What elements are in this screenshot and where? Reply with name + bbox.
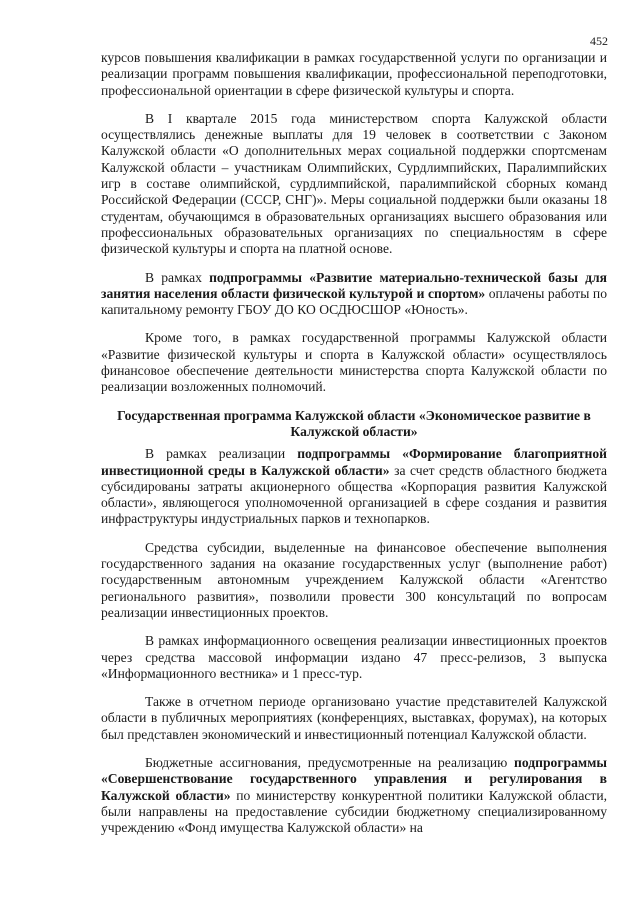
paragraph: В рамках информационного освещения реализации инвестиционных проектов через средства массовой информации издано 47 пресс-релизов, 3 выпуска «Информационного вестника» и 1 пресс-тур. — [101, 633, 607, 681]
paragraph: курсов повышения квалификации в рамках государственной услуги по организации и реализации программ повышения квалификации, профессиональной переподготовки, профессиональной ориентации в сфере физической культуры и спорта. — [101, 50, 607, 98]
paragraph: В I квартале 2015 года министерством спорта Калужской области осуществлялись денежные выплаты для 19 человек в соответствии с Законом Калужской области «О дополнительных мерах социальной поддержки спортсменам Калужской области – участникам Олимпийских, Сурдлимпийских, Паралимпийских игр в составе олимпийской, сурдлимпийской, паралимпийской сборных команд Российской Федерации (СССР, СНГ)». Меры социальной поддержки были оказаны 18 студентам, обучающимся в образовательных организациях высшего образования или профессиональных образовательных организациях по специальностям в сфере физической культуры и спорта на платной основе. — [101, 110, 607, 257]
paragraph-text: Бюджетные ассигнования, предусмотренные на реализацию — [145, 754, 515, 770]
paragraph-text: за счет средств областного бюджета субсидированы затраты акционерного общества «Корпорация развития Калужской области», являющегося уполномоченной организацией в сфере создания и развития инфраструктуры индустриальных парков и технопарков. — [101, 462, 607, 527]
paragraph-text: оплачены работы по капитальному ремонту ГБОУ ДО КО ОСДЮСШОР «Юность». — [101, 285, 607, 318]
paragraph: Кроме того, в рамках государственной программы Калужской области «Развитие физической культуры и спорта в Калужской области» осуществлялось финансовое обеспечение деятельности министерства спорта Калужской области по реализации возложенных полномочий. — [101, 330, 607, 395]
paragraph: Средства субсидии, выделенные на финансовое обеспечение выполнения государственного задания на оказание государственных услуг (выполнение работ) государственным автономным учреждением Калужской области «Агентство регионального развития», позволили провести 300 консультаций по вопросам реализации инвестиционных проектов. — [101, 539, 607, 620]
paragraph — [101, 270, 607, 319]
paragraph-text: В рамках — [145, 269, 210, 285]
subprogram-name: подпрограммы «Развитие материально-технической базы для занятия населения области физической культурой и спортом» — [101, 269, 607, 301]
paragraph-text: по министерству конкурентной политики Калужской области, были направлены на предоставление субсидии бюджетному специализированному учреждению «Фонд имущества Калужской области» на — [101, 787, 607, 836]
document-body — [101, 50, 607, 848]
paragraph — [101, 755, 607, 836]
paragraph: Также в отчетном периоде организовано участие представителей Калужской области в публичных мероприятиях (конференциях, выставках, форумах), на которых был представлен экономический и инвестиционный потенциал Калужской области. — [101, 694, 607, 742]
section-heading: Государственная программа Калужской области «Экономическое развитие в Калужской области» — [117, 407, 591, 439]
page-number: 452 — [590, 34, 608, 48]
paragraph — [101, 446, 607, 527]
subprogram-name: подпрограммы «Формирование благоприятной инвестиционной среды в Калужской области» — [101, 446, 607, 478]
paragraph-text: В рамках реализации — [145, 446, 298, 462]
subprogram-name: подпрограммы «Совершенствование государственного управления и регулирования в Калужской области» — [101, 754, 607, 803]
